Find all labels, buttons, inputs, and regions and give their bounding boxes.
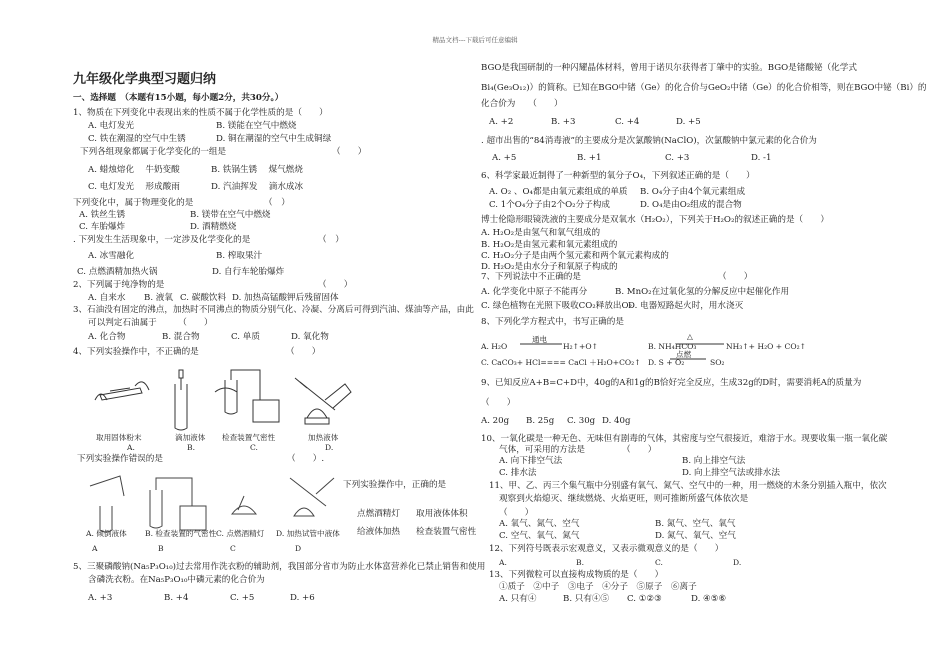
q1d-option-d: D. 自行车轮胎爆炸 bbox=[212, 267, 285, 277]
q5-option-d: D. +6 bbox=[290, 593, 315, 603]
q11-stem: 11、甲、乙、丙三个集气瓶中分别盛有氧气、氮气、空气中的一种，用一燃烧的木条分别插入瓶中，依次 bbox=[489, 481, 887, 491]
q11-paren: （ ） bbox=[499, 508, 534, 518]
q4b-op-4: 检查装置气密性 bbox=[416, 527, 477, 537]
q1b-stem: 下列各组现象都属于化学变化的一组是 bbox=[80, 147, 227, 157]
q1b-option-a: A. 蜡烛熔化 牛奶变酸 bbox=[88, 165, 180, 175]
q9-paren: （ ） bbox=[481, 398, 516, 408]
q8-option-d-condition: 点燃 bbox=[676, 350, 692, 359]
q1-option-c: C. 铁在潮湿的空气中生锈 bbox=[88, 134, 186, 144]
bgo-line-3: 化合价为 （ ） bbox=[481, 99, 563, 109]
alcohol-lamp-icon bbox=[232, 496, 256, 514]
q1c-option-c: C. 车胎爆炸 bbox=[79, 222, 126, 232]
q6b-option-b: B. H₂O₂是由氢元素和氧元素组成的 bbox=[481, 240, 618, 250]
bgo-option-d: D. +5 bbox=[676, 117, 701, 127]
q1-option-a: A. 电灯发光 bbox=[88, 121, 135, 131]
q8-a-arrow-line bbox=[520, 343, 562, 345]
q3-option-c: C. 单质 bbox=[231, 332, 260, 342]
q4b-letter-d: D bbox=[295, 544, 302, 553]
bgo-line-1: BGO是我国研制的一种闪耀晶体材料，曾用于诺贝尔获得者丁肇中的实验。BGO是锗酸铋（化学式 bbox=[481, 63, 857, 73]
document-title: 九年级化学典型习题归纳 bbox=[73, 72, 217, 87]
q2-paren: （ ） bbox=[318, 280, 353, 290]
q4-caption-1: 取用固体粉末 bbox=[96, 433, 142, 442]
q1d-option-b: B. 榨取果汁 bbox=[216, 251, 263, 261]
q3-option-d: D. 氧化物 bbox=[291, 332, 329, 342]
powder-scoop-icon bbox=[95, 382, 149, 400]
q9-option-a: A. 20g bbox=[481, 416, 510, 426]
q8-d-arrow-line bbox=[670, 358, 706, 360]
q10-option-c: C. 排水法 bbox=[499, 468, 537, 478]
q7-stem: 7、下列说法中不正确的是 bbox=[481, 272, 581, 282]
q9-option-d: D. 40g bbox=[602, 416, 631, 426]
q1c-option-b: B. 镁带在空气中燃烧 bbox=[190, 210, 271, 220]
q4b-letter-b: B bbox=[158, 544, 164, 553]
q4b-fig-d: D. 加热试管中液体 bbox=[276, 529, 340, 538]
q1-stem: 1、物质在下列变化中表现出来的性质不属于化学性质的是（ ） bbox=[73, 108, 328, 118]
q4-label-b: B. bbox=[187, 443, 195, 452]
q6b-option-c: C. H₂O₂分子是由两个氢元素和两个氧元素构成的 bbox=[481, 251, 669, 261]
q11-option-b: B. 氮气、空气、氧气 bbox=[655, 519, 736, 529]
q1d-option-c: C. 点燃酒精加热火锅 bbox=[77, 267, 158, 277]
q8-stem: 8、下列化学方程式中，书写正确的是 bbox=[481, 317, 624, 327]
q6-option-d: D. O₄是由O₂组成的混合物 bbox=[640, 200, 742, 210]
q4-caption-4: 加热液体 bbox=[308, 433, 339, 442]
lab-equipment-illustrations bbox=[95, 370, 355, 430]
q84-option-b: B. +1 bbox=[577, 153, 602, 163]
q4-label-d: D. bbox=[325, 443, 334, 452]
q13-option-b: B. 只有④⑤ bbox=[563, 594, 610, 604]
q11-option-d: D. 氮气、氧气、空气 bbox=[655, 531, 736, 541]
q9-option-b: B. 25g bbox=[526, 416, 555, 426]
q4-caption-3: 检查装置气密性 bbox=[222, 433, 276, 442]
q10-option-d: D. 向上排空气法或排水法 bbox=[682, 468, 780, 478]
gas-check-icon bbox=[150, 478, 206, 530]
q6b-stem: 博士伦隐形眼镜洗液的主要成分是双氧水（H₂O₂），下列关于H₂O₂的叙述正确的是（ ） bbox=[481, 215, 829, 225]
bgo-option-c: C. +4 bbox=[615, 117, 640, 127]
q3-option-b: B. 混合物 bbox=[162, 332, 200, 342]
q9-option-c: C. 30g bbox=[567, 416, 596, 426]
q6-stem: 6、科学家最近制得了一种新型的氧分子O₄，下列叙述正确的是（ ） bbox=[481, 171, 755, 181]
q10-stem: 10、一氧化碳是一种无色、无味但有剧毒的气体，其密度与空气很接近，难溶于水。现要收集一瓶一氧化碳 bbox=[481, 434, 888, 444]
q10-stem-cont: 气体，可采用的方法是 bbox=[499, 445, 585, 455]
bgo-option-a: A. +2 bbox=[489, 117, 514, 127]
q2-stem: 2、下列属于纯净物的是 bbox=[73, 280, 165, 290]
q10-option-b: B. 向上排空气法 bbox=[682, 456, 746, 466]
q1d-paren: （ ） bbox=[318, 235, 344, 245]
q8-option-a-condition: 通电 bbox=[532, 335, 548, 344]
q1-option-b: B. 镁能在空气中燃烧 bbox=[216, 121, 297, 131]
q3-stem: 3、石油没有固定的沸点，加热时不同沸点的物质分别气化、冷凝、分离后可得到汽油、煤油等产品，由此 bbox=[73, 305, 474, 315]
q4b-fig-b: B. 检查装置的气密性 bbox=[145, 529, 217, 538]
q1d-stem: . 下列发生生活现象中，一定涉及化学变化的是 bbox=[73, 235, 251, 245]
q8-b-arrow-line bbox=[676, 343, 724, 345]
bgo-option-b: B. +3 bbox=[551, 117, 576, 127]
q12-stem: 12、下列符号既表示宏观意义，又表示微观意义的是（ ） bbox=[489, 544, 724, 554]
q8-option-c: C. CaCO₃+ HCl==== CaCl ＋H₂O+CO₂↑ bbox=[481, 358, 641, 367]
q12-option-b: B. bbox=[576, 558, 584, 567]
section-heading: 一、选择题 （本题有15小题，每小题2分，共30分。） bbox=[73, 93, 284, 103]
q5-stem-cont: 含磷洗衣粉。在Na₅P₃O₁₀中磷元素的化合价为 bbox=[88, 575, 265, 585]
q2-option-b: B. 液氧 bbox=[144, 293, 173, 303]
q4b-paren: （ ）. bbox=[287, 454, 325, 464]
q13-choices: ①质子 ②中子 ③电子 ④分子 ⑤原子 ⑥离子 bbox=[499, 582, 697, 592]
q7-paren: （ ） bbox=[718, 272, 753, 282]
q6b-option-a: A. H₂O₂是由氢气和氧气组成的 bbox=[481, 228, 601, 238]
q84-stem: . 超市出售的“84消毒液”的主要成分是次氯酸钠(NaClO)，次氯酸钠中氯元素的化合价为 bbox=[481, 136, 817, 146]
q1-option-d: D. 铜在潮湿的空气中生成铜绿 bbox=[216, 134, 332, 144]
q4-label-c: C. bbox=[250, 443, 258, 452]
q1b-option-b: B. 铁锅生锈 煤气燃烧 bbox=[211, 165, 303, 175]
q4b-stem-right: 下列实验操作中，正确的是 bbox=[343, 480, 447, 490]
q2-option-d: D. 加热高锰酸钾后残留固体 bbox=[232, 293, 339, 303]
q13-stem: 13、下列微粒可以直接构成物质的是（ ） bbox=[489, 570, 664, 580]
q1b-option-c: C. 电灯发光 形成酸雨 bbox=[88, 182, 180, 192]
q5-option-b: B. +4 bbox=[164, 593, 189, 603]
q1c-option-d: D. 酒精燃烧 bbox=[190, 222, 237, 232]
q1c-paren: （ ） bbox=[264, 198, 290, 208]
q1b-option-d: D. 汽油挥发 滴水成冰 bbox=[211, 182, 304, 192]
q4b-stem: 下列实验操作错误的是 bbox=[77, 454, 163, 464]
q10-paren: （ ） bbox=[622, 445, 657, 455]
q4-paren: （ ） bbox=[286, 347, 321, 357]
heating-liquid-icon bbox=[295, 378, 351, 424]
q12-option-d: D. bbox=[733, 558, 742, 567]
q13-option-a: A. 只有④ bbox=[499, 594, 537, 604]
q8-option-d-lhs: D. S + O₂ bbox=[648, 358, 685, 367]
q4b-op-2: 取用液体体积 bbox=[416, 509, 468, 519]
q8-option-b-condition: △ bbox=[687, 332, 693, 341]
q8-option-d-rhs: SO₂ bbox=[710, 358, 725, 367]
airtight-check-icon bbox=[215, 370, 279, 422]
q7-option-a: A. 化学变化中原子不能再分 bbox=[481, 287, 588, 297]
test-tube-heat-icon bbox=[290, 478, 334, 516]
q12-option-a: A. bbox=[499, 558, 507, 567]
q7-option-d: D. 电器短路起火时，用水浇灭 bbox=[628, 301, 744, 311]
q5-option-a: A. +3 bbox=[88, 593, 113, 603]
pouring-icon bbox=[90, 476, 124, 532]
q10-option-a: A. 向下排空气法 bbox=[499, 456, 563, 466]
q2-option-c: C. 碳酸饮料 bbox=[180, 293, 227, 303]
q3-option-a: A. 化合物 bbox=[88, 332, 126, 342]
q4-stem: 4、下列实验操作中，不正确的是 bbox=[73, 347, 199, 357]
q7-option-b: B. MnO₂在过氧化氢的分解反应中起催化作用 bbox=[615, 287, 790, 297]
q6-option-a: A. O₂ 、O₄都是由氧元素组成的单质 bbox=[489, 187, 628, 197]
q4b-fig-c: C. 点燃酒精灯 bbox=[216, 529, 265, 538]
q84-option-a: A. +5 bbox=[492, 153, 517, 163]
q8-option-b-rhs: NH₃↑+ H₂O + CO₂↑ bbox=[726, 342, 806, 351]
q1d-option-a: A. 冰雪融化 bbox=[88, 251, 135, 261]
q84-option-d: D. -1 bbox=[751, 153, 772, 163]
q11-stem-cont: 观察到火焰熄灭、继续燃烧、火焰更旺，则可推断所盛气体依次是 bbox=[499, 494, 749, 504]
q84-option-c: C. +3 bbox=[665, 153, 690, 163]
bgo-line-2: Bi₄(Ge₃O₁₂)）的简称。已知在BGO中锗（Ge）的化合价与GeO₂中锗（Ge）的化合价相等，则在BGO中铋（Bi）的 bbox=[481, 83, 927, 93]
q6b-option-d: D. H₂O₂是由水分子和氧原子构成的 bbox=[481, 262, 618, 272]
q6-option-c: C. 1个O₄分子由2个O₂分子构成 bbox=[489, 200, 610, 210]
q4b-op-3: 给液体加热 bbox=[357, 527, 400, 537]
q4b-op-1: 点燃酒精灯 bbox=[357, 509, 400, 519]
q9-stem: 9、已知反应A+B=C+D中，40g的A和1g的B恰好完全反应，生成32g的D时，需要消耗A的质量为 bbox=[481, 378, 862, 388]
q4b-letter-a: A bbox=[92, 544, 98, 553]
q5-option-c: C. +5 bbox=[230, 593, 255, 603]
dropper-icon bbox=[175, 370, 187, 430]
page-header: 精品文档---下载后可任意编辑 bbox=[432, 36, 518, 44]
q11-option-a: A. 氧气、氮气、空气 bbox=[499, 519, 580, 529]
q13-option-d: D. ④⑤⑥ bbox=[691, 594, 727, 604]
q4-label-a: A. bbox=[127, 443, 135, 452]
q12-option-c: C. bbox=[655, 558, 663, 567]
q4b-letter-c: C bbox=[230, 544, 236, 553]
q5-stem: 5、三聚磷酸钠(Na₅P₃O₁₀)过去常用作洗衣粉的辅助剂，我国部分省市为防止水体富营养化已禁止销售和使用 bbox=[73, 562, 486, 572]
q13-option-c: C. ①②③ bbox=[627, 594, 662, 604]
q2-option-a: A. 自来水 bbox=[88, 293, 126, 303]
q4-caption-2: 滴加液体 bbox=[175, 433, 206, 442]
q6-option-b: B. O₄分子由4个氧元素组成 bbox=[640, 187, 746, 197]
q8-option-a-rhs: H₂↑+O↑ bbox=[563, 342, 598, 351]
q4b-fig-a: A. 倾倒液体 bbox=[86, 529, 127, 538]
q8-option-b-lhs: B. NH₄HCO₃ bbox=[648, 342, 697, 351]
q1c-option-a: A. 铁丝生锈 bbox=[79, 210, 126, 220]
q11-option-c: C. 空气、氧气、氮气 bbox=[499, 531, 580, 541]
q8-option-a-lhs: A. H₂O bbox=[481, 342, 508, 351]
q7-option-c: C. 绿色植物在光照下吸收CO₂释放出O₂ bbox=[481, 301, 633, 311]
q1c-stem: 下列变化中，属于物理变化的是 bbox=[73, 198, 194, 208]
q1b-paren: （ ） bbox=[332, 147, 367, 157]
q3-stem-cont: 可以判定石油属于 （ ） bbox=[88, 318, 213, 328]
